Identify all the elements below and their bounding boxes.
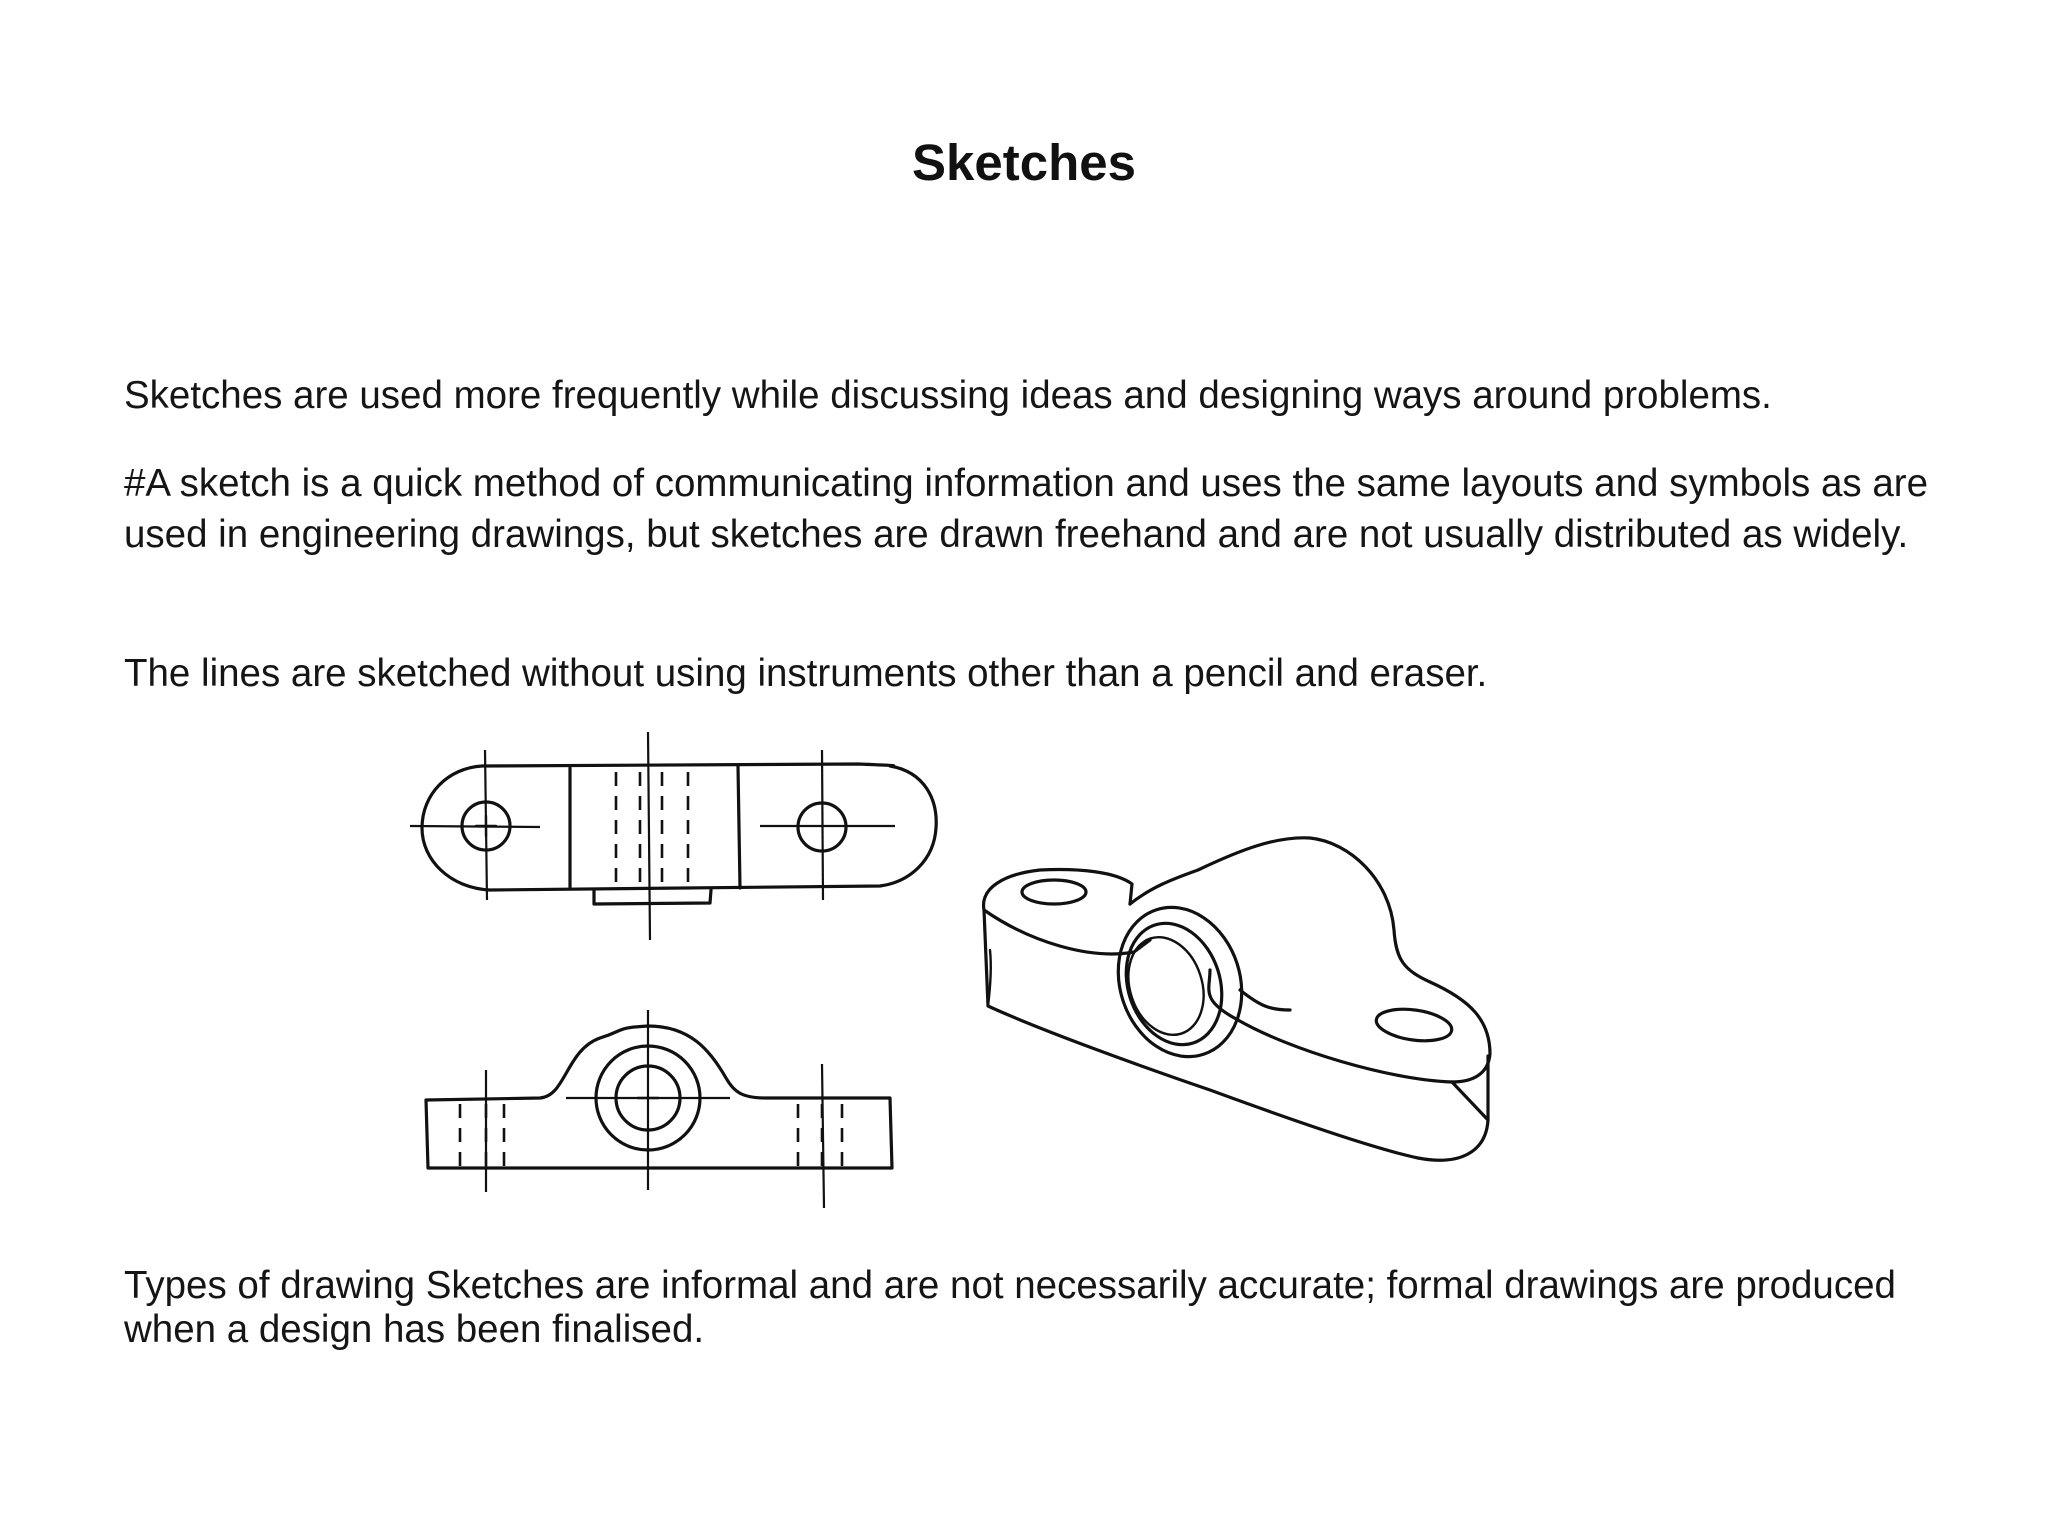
paragraph-intro: Sketches are used more frequently while discussing ideas and designing ways around problems. (124, 374, 1772, 417)
isometric-sketch (984, 838, 1490, 1160)
top-view-sketch (410, 732, 936, 940)
paragraph-instruments: The lines are sketched without using instruments other than a pencil and eraser. (124, 652, 1488, 695)
sketch-illustration (390, 720, 1510, 1215)
paragraph-types-of-drawing: Types of drawing Sketches are informal and are not necessarily accurate; formal drawings are produced when a design has been finalised. (124, 1264, 1896, 1351)
paragraph-sketch-definition: #A sketch is a quick method of communicating information and uses the same layouts and symbols as are used in engineering drawings, but sketches are drawn freehand and are not usually distributed as widely. (124, 462, 1929, 556)
page-title: Sketches (912, 134, 1136, 191)
front-view-sketch (426, 1010, 892, 1208)
